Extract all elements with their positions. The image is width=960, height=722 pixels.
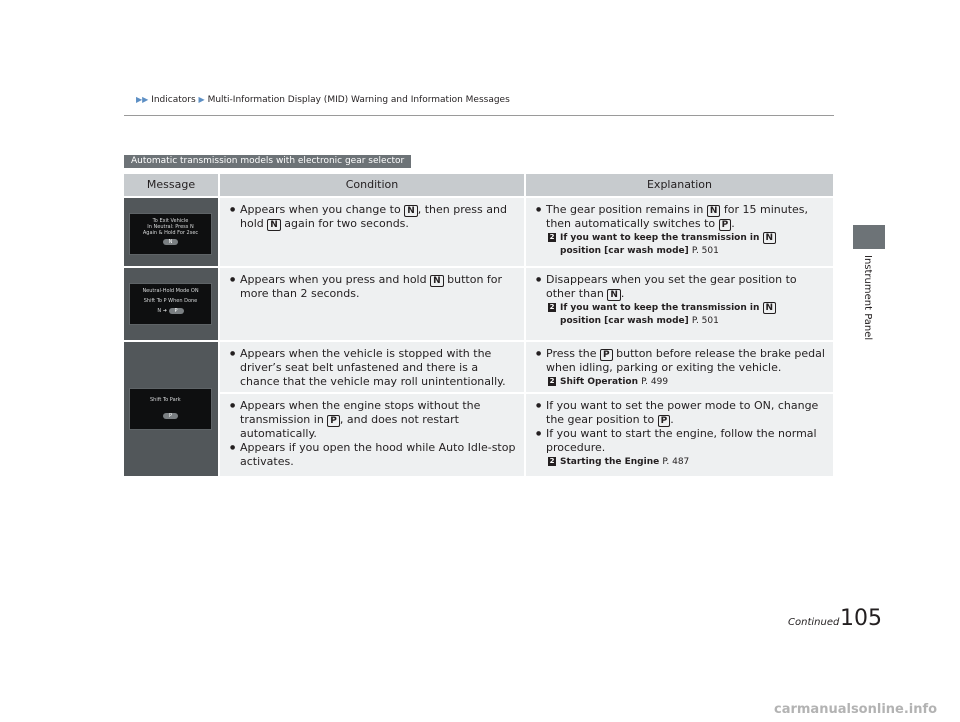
reference-arrow-icon: 2 bbox=[549, 233, 555, 241]
p-button-icon: P bbox=[163, 413, 178, 419]
p-button-icon: P bbox=[169, 308, 184, 314]
section-tag: Automatic transmission models with electronic gear selector bbox=[124, 155, 411, 168]
table-header bbox=[124, 174, 833, 196]
breadcrumb-item-mid[interactable]: Multi-Information Display (MID) Warning and Information Messages bbox=[207, 95, 510, 105]
condition-cell: ● Appears when you press and hold N button for more than 2 seconds. bbox=[218, 268, 524, 340]
message-image bbox=[124, 342, 218, 476]
header-explanation: Explanation bbox=[524, 174, 833, 196]
mid-display: Shift To Park P bbox=[129, 388, 212, 430]
header-message: Message bbox=[146, 178, 196, 191]
reference-arrow-icon: 2 bbox=[549, 377, 555, 385]
side-tab-marker bbox=[853, 225, 885, 249]
table-row-group bbox=[124, 342, 833, 476]
explanation-cell: ● Disappears when you set the gear position to other than N . 2 If you want to keep the transmission in N position [car wash mode] P. 501 bbox=[524, 268, 833, 340]
reference-arrow-icon: 2 bbox=[549, 457, 555, 465]
message-image bbox=[124, 268, 218, 340]
breadcrumb-arrow-icon: ▶ bbox=[198, 95, 205, 104]
table-row bbox=[218, 394, 833, 476]
mid-display: Neutral-Hold Mode ON Shift To P When Done N ➜ P bbox=[129, 283, 212, 325]
n-button-icon: N bbox=[163, 239, 179, 245]
reference-arrow-icon: 2 bbox=[549, 303, 555, 311]
condition-cell: ● Appears when the vehicle is stopped with the driver’s seat belt unfastened and there is a chance that the vehicle may roll unintentionally. bbox=[218, 342, 524, 392]
explanation-cell: ● The gear position remains in N for 15 minutes, then automatically switches to P . 2 If you want to keep the transmission in N position [car wash mode] P. 501 bbox=[524, 198, 833, 266]
continued-label: Continued bbox=[788, 617, 840, 628]
header-rule bbox=[124, 115, 834, 116]
explanation-cell: ● If you want to set the power mode to ON, change the gear position to P . ● If you want to start the engine, follow the normal procedure. 2 Starting the Engine P. 487 bbox=[524, 394, 833, 476]
table-row bbox=[124, 198, 833, 266]
cross-reference-link[interactable]: 2 Shift Operation P. 499 bbox=[549, 377, 669, 387]
cross-reference-link[interactable]: 2 Starting the Engine P. 487 bbox=[549, 457, 690, 467]
condition-cell: ● Appears when the engine stops without the transmission in P , and does not restart automatically. ● Appears if you open the hood while Auto Idle-stop activates. bbox=[218, 394, 524, 476]
condition-cell: ● Appears when you change to N , then press and hold N again for two seconds. bbox=[218, 198, 524, 266]
explanation-cell: ● Press the P button before release the brake pedal when idling, parking or exiting the vehicle. 2 Shift Operation P. 499 bbox=[524, 342, 833, 392]
message-image bbox=[124, 198, 218, 266]
table-row bbox=[124, 268, 833, 340]
side-tab-label: Instrument Panel bbox=[862, 255, 873, 341]
cross-reference-link[interactable]: 2 If you want to keep the transmission in N position [car wash mode] P. 501 bbox=[536, 302, 825, 328]
messages-table bbox=[124, 174, 833, 476]
mid-display: To Exit Vehicle In Neutral: Press N Again & Hold For 2sec N bbox=[129, 213, 212, 255]
breadcrumb-arrow-icon: ▶▶ bbox=[136, 95, 149, 104]
table-row bbox=[218, 342, 833, 392]
breadcrumb bbox=[136, 95, 510, 105]
breadcrumb-item-indicators[interactable]: Indicators bbox=[151, 95, 196, 105]
page-number: 105 bbox=[840, 606, 882, 631]
header-condition: Condition bbox=[218, 174, 524, 196]
watermark: carmanualsonline.info bbox=[774, 702, 938, 717]
cross-reference-link[interactable]: 2 If you want to keep the transmission in N position [car wash mode] P. 501 bbox=[536, 232, 825, 258]
